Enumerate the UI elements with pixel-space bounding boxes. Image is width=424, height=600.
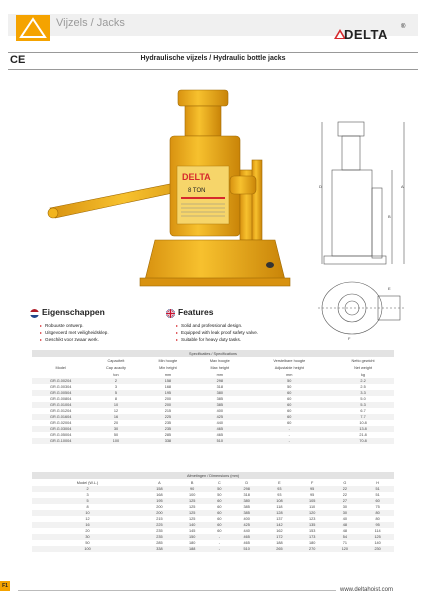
list-item: ▸ Geschikt voor zwaar werk.	[40, 336, 109, 343]
table-cell: 125	[188, 511, 196, 515]
table-cell: 90	[190, 487, 195, 491]
table-cell: 137	[276, 517, 283, 521]
features-nl-list	[40, 322, 109, 343]
page-title: Hydraulische vijzels / Hydraulic bottle jacks	[140, 55, 286, 62]
table-cell: 30	[342, 505, 347, 509]
table-cell: 200	[156, 505, 163, 509]
table-cell: 5.0	[360, 397, 366, 401]
table-cell: GR.G.05004	[49, 433, 72, 437]
table-cell: 30	[342, 511, 347, 515]
table-cell: 51	[375, 493, 380, 497]
table-row	[32, 546, 394, 552]
table-cell: 60	[217, 517, 222, 521]
table-cell: 150	[188, 535, 196, 539]
dim-header-cell: G	[343, 480, 347, 485]
table-cell: 235	[156, 529, 163, 533]
dim-table-caption: Afmetingen / Dimensions (mm)	[186, 473, 240, 478]
table-cell: 60	[287, 397, 292, 401]
table-cell: 135	[308, 523, 316, 527]
table-cell: 215	[164, 409, 172, 413]
svg-text:D: D	[319, 184, 322, 189]
table-cell: 48	[342, 523, 347, 527]
table-cell: 30	[113, 427, 119, 431]
table-cell: 5	[114, 391, 118, 395]
table-cell: 60	[287, 415, 292, 419]
list-item: ▸ Equipped with leak proof safety valve.	[176, 329, 258, 336]
dimensions-table	[32, 472, 394, 552]
table-cell: 60	[287, 409, 292, 413]
table-cell: GR.G.00804	[49, 397, 72, 401]
table-cell: 200	[156, 511, 163, 515]
spec-header-nl: Capaciteit	[107, 358, 125, 363]
table-cell: 54	[342, 535, 347, 539]
table-cell: 380	[243, 499, 250, 503]
table-cell: 180	[308, 541, 316, 545]
table-cell: 235	[156, 535, 163, 539]
dim-table-body	[32, 486, 394, 552]
table-cell: 7.7	[360, 415, 366, 419]
technical-drawing	[318, 118, 410, 348]
spec-table-body	[32, 378, 394, 444]
dim-header-cell: C	[218, 480, 221, 485]
table-cell: GR.G.03004	[49, 427, 72, 431]
table-cell: GR.G.01204	[49, 409, 72, 413]
table-cell: 385	[243, 505, 250, 509]
table-cell: 400	[216, 409, 223, 413]
table-row	[32, 438, 394, 444]
dutch-flag-icon	[30, 309, 39, 318]
table-cell: 338	[164, 439, 172, 443]
table-cell: 400	[243, 517, 250, 521]
table-cell: 125	[188, 517, 196, 521]
table-cell: 145	[188, 529, 196, 533]
table-cell: 60	[217, 505, 222, 509]
table-cell: 235	[164, 421, 172, 425]
spec-header-en: Min height	[159, 365, 177, 370]
table-cell: 105	[308, 499, 316, 503]
spec-header-nl: Verstelbare hoogte	[273, 358, 306, 363]
table-cell: 2	[114, 379, 118, 383]
footer-divider	[18, 590, 336, 591]
table-cell: 153	[308, 529, 316, 533]
bottle-jack-photo	[30, 80, 310, 300]
table-cell: 128	[276, 511, 283, 515]
table-cell: 16	[113, 415, 119, 419]
table-cell: 48	[342, 529, 347, 533]
specifications-table	[32, 350, 394, 444]
svg-text:F: F	[348, 336, 351, 341]
table-cell: -	[288, 439, 290, 443]
table-cell: 265	[276, 547, 283, 551]
table-cell: 162	[276, 529, 283, 533]
ce-mark: CE	[10, 54, 26, 66]
table-cell: 318	[243, 493, 250, 497]
table-cell: 12	[85, 517, 90, 521]
dim-header-cell: H	[376, 480, 379, 485]
table-cell: 510	[216, 439, 223, 443]
table-cell: 60	[375, 499, 380, 503]
logo-registered-mark: ®	[401, 24, 406, 30]
table-cell: 120	[341, 547, 349, 551]
features-en-heading: Features	[178, 307, 214, 317]
table-cell: 465	[216, 427, 223, 431]
table-cell: 440	[243, 529, 250, 533]
spec-header-nl: Netto gewicht	[351, 358, 375, 363]
table-cell: 188	[276, 541, 283, 545]
table-cell: 2.2	[360, 379, 366, 383]
table-cell: -	[218, 535, 221, 539]
table-cell: -	[288, 427, 290, 431]
table-cell: 114	[374, 529, 381, 533]
table-cell: 118	[276, 505, 283, 509]
table-cell: 465	[243, 535, 250, 539]
table-cell: 180	[188, 541, 196, 545]
table-cell: 50	[287, 385, 292, 389]
website-link[interactable]: www.deltahoist.com	[340, 587, 394, 593]
table-cell: GR.G.00204	[49, 379, 72, 383]
dim-header-cell: D	[245, 480, 249, 485]
table-cell: 123	[308, 517, 316, 521]
list-item: ▸ Solid and professional design.	[176, 322, 258, 329]
table-cell: 60	[217, 511, 222, 515]
table-cell: 385	[216, 397, 223, 401]
table-cell: 168	[156, 493, 163, 497]
table-cell: 298	[216, 379, 223, 383]
list-item: ▸ Uitgevoerd met veiligheidsklep.	[40, 329, 109, 336]
table-cell: 16	[85, 523, 90, 527]
list-item: ▸ Robuuste ontwerp.	[40, 322, 109, 329]
spec-header-en: Adjustable height	[274, 365, 304, 370]
table-cell: 60	[217, 499, 222, 503]
dim-header-cell: Model (W.L.)	[76, 480, 99, 485]
table-cell: 285	[164, 433, 172, 437]
table-cell: 510	[243, 547, 250, 551]
table-cell: 93	[277, 487, 282, 491]
table-cell: 80	[375, 517, 380, 521]
list-item: ▸ Suitable for heavy duty tasks.	[176, 336, 258, 343]
uk-flag-icon	[166, 309, 175, 318]
spec-unit: ton	[113, 372, 119, 377]
table-cell: 6.7	[360, 409, 366, 413]
spec-unit: mm	[216, 372, 223, 377]
table-cell: 285	[156, 541, 163, 545]
jack-label-brand: DELTA	[182, 172, 211, 182]
table-cell: 200	[164, 403, 172, 407]
title-bar	[8, 52, 418, 70]
table-cell: 140	[374, 541, 381, 545]
table-cell: 60	[217, 529, 222, 533]
table-cell: 30	[85, 535, 90, 539]
features-en-list	[176, 322, 258, 343]
table-cell: 2	[86, 487, 89, 491]
table-cell: -	[218, 547, 221, 551]
table-cell: GR.G.00304	[49, 385, 72, 389]
table-cell: 27	[342, 499, 347, 503]
spec-unit: mm	[164, 372, 172, 377]
table-cell: 2.5	[360, 385, 366, 389]
table-cell: 425	[216, 415, 223, 419]
table-cell: 225	[164, 415, 172, 419]
table-cell: 51	[375, 487, 380, 491]
delta-logo[interactable]: DELTA	[344, 27, 388, 42]
spec-header-model: Model	[55, 365, 66, 370]
table-cell: 10	[113, 403, 119, 407]
table-cell: 8	[86, 505, 89, 509]
table-cell: 95	[310, 493, 315, 497]
table-cell: 5	[86, 499, 89, 503]
svg-text:E: E	[388, 286, 391, 291]
table-cell: 168	[164, 385, 172, 389]
table-cell: 158	[164, 379, 172, 383]
table-cell: 188	[188, 547, 196, 551]
table-cell: 60	[287, 403, 292, 407]
table-cell: 75	[375, 505, 380, 509]
dim-header-cell: E	[278, 480, 281, 485]
table-cell: 235	[164, 427, 172, 431]
table-cell: 125	[374, 535, 381, 539]
dim-table-header	[32, 479, 394, 486]
table-cell: 225	[156, 523, 163, 527]
table-cell: 5.3	[360, 403, 366, 407]
table-cell: 465	[243, 541, 250, 545]
svg-text:A: A	[401, 184, 404, 189]
table-cell: 80	[375, 511, 380, 515]
table-cell: 10.8	[359, 421, 367, 425]
table-cell: 50	[113, 433, 119, 437]
table-cell: 108	[276, 499, 283, 503]
features-nl-heading: Eigenschappen	[42, 307, 105, 317]
table-cell: -	[288, 433, 290, 437]
table-cell: 120	[308, 511, 316, 515]
table-cell: 60	[287, 421, 292, 425]
header-section-title: Vijzels / Jacks	[56, 17, 125, 29]
table-cell: 318	[216, 385, 223, 389]
page-header	[0, 0, 424, 48]
table-cell: 195	[156, 499, 163, 503]
table-cell: GR.G.00504	[49, 391, 72, 395]
table-cell: 3	[114, 385, 118, 389]
table-cell: 20	[85, 529, 90, 533]
table-cell: 425	[243, 523, 250, 527]
table-cell: 60	[217, 523, 222, 527]
table-cell: 142	[276, 523, 283, 527]
dim-header-cell: B	[190, 480, 194, 485]
table-cell: 22	[342, 487, 347, 491]
table-cell: 50	[85, 541, 90, 545]
table-cell: 380	[216, 391, 223, 395]
table-cell: 110	[309, 505, 316, 509]
table-cell: GR.G.01604	[49, 415, 72, 419]
table-cell: 230	[374, 547, 381, 551]
table-cell: 125	[188, 499, 196, 503]
table-cell: 440	[216, 421, 223, 425]
table-cell: 125	[188, 505, 196, 509]
table-cell: 50	[217, 487, 222, 491]
spec-unit: mm	[286, 372, 293, 377]
table-cell: 172	[276, 535, 283, 539]
table-cell: 95	[375, 523, 380, 527]
spec-unit: kg	[361, 372, 366, 377]
table-cell: 3.3	[360, 391, 366, 395]
table-cell: GR.G.10004	[49, 439, 72, 443]
spec-header-en: Net weight	[354, 365, 373, 370]
jack-label-capacity: 8 TON	[188, 188, 206, 194]
table-cell: 200	[164, 397, 172, 401]
table-cell: 100	[112, 439, 120, 443]
table-cell: 100	[188, 493, 196, 497]
dim-header-cell: F	[310, 480, 314, 485]
table-cell: 338	[156, 547, 163, 551]
page-number: F1	[0, 581, 10, 591]
table-cell: 93	[277, 493, 282, 497]
table-cell: 71	[342, 541, 347, 545]
table-cell: 195	[164, 391, 172, 395]
table-cell: 100	[84, 547, 91, 551]
table-cell: 60	[287, 391, 292, 395]
table-cell: GR.G.01004	[49, 403, 72, 407]
table-cell: 385	[243, 511, 250, 515]
spec-header-en: Cap acacity	[106, 365, 126, 370]
table-cell: 12	[113, 409, 119, 413]
table-cell: 21.8	[359, 433, 367, 437]
table-cell: 140	[188, 523, 196, 527]
table-cell: 215	[156, 517, 163, 521]
table-cell: 40	[342, 517, 347, 521]
spec-table-caption: Specificaties / Specifications	[189, 351, 237, 356]
table-cell: 13.8	[359, 427, 367, 431]
table-cell: 20	[113, 421, 119, 425]
table-cell: 3	[86, 493, 89, 497]
table-cell: 50	[217, 493, 222, 497]
table-cell: 70.8	[359, 439, 367, 443]
dim-header-cell: A	[158, 480, 161, 485]
table-cell: 465	[216, 433, 223, 437]
warning-triangle-icon	[16, 15, 50, 41]
table-cell: 95	[310, 487, 315, 491]
table-cell: 50	[287, 379, 292, 383]
table-cell: 10	[85, 511, 90, 515]
table-cell: 8	[114, 397, 118, 401]
svg-text:B: B	[388, 214, 391, 219]
table-cell: 158	[156, 487, 163, 491]
table-cell: 270	[308, 547, 316, 551]
spec-header-en: Max height	[210, 365, 230, 370]
table-cell: 173	[308, 535, 316, 539]
spec-header-nl: Min hoogte	[158, 358, 178, 363]
table-cell: 298	[243, 487, 250, 491]
table-cell: GR.G.02004	[49, 421, 72, 425]
table-cell: 385	[216, 403, 223, 407]
table-cell: -	[218, 541, 221, 545]
spec-header-nl: Max hoogte	[209, 358, 230, 363]
table-cell: 22	[342, 493, 347, 497]
